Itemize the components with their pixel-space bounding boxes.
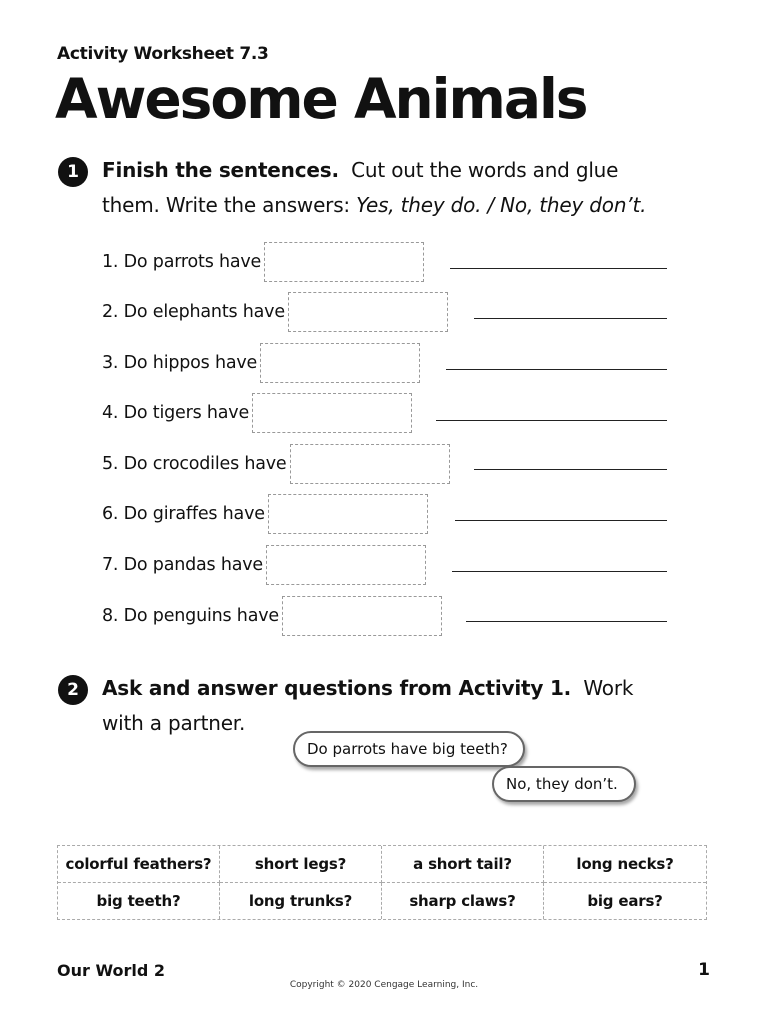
page-number: 1 <box>698 960 710 980</box>
answer-line[interactable] <box>436 420 667 421</box>
page-title: Awesome Animals <box>55 67 587 131</box>
activity-2-heading: Ask and answer questions from Activity 1. <box>102 676 572 700</box>
question-label: 7. Do pandas have <box>102 555 263 575</box>
question-row <box>102 493 428 535</box>
glue-box[interactable] <box>268 494 428 534</box>
question-row <box>102 342 420 384</box>
activity-1-text-b: them. Write the answers: <box>102 193 350 217</box>
word-card[interactable]: long necks? <box>544 846 706 883</box>
glue-box[interactable] <box>266 545 426 585</box>
activity-1-number-badge: 1 <box>58 157 88 187</box>
question-row <box>102 291 448 333</box>
cutout-word-cards <box>57 845 707 920</box>
glue-box[interactable] <box>282 596 442 636</box>
book-title: Our World 2 <box>57 961 166 980</box>
question-label: 2. Do elephants have <box>102 302 285 322</box>
word-card[interactable]: long trunks? <box>220 883 382 920</box>
question-row <box>102 241 424 283</box>
activity-1-heading: Finish the sentences. <box>102 158 339 182</box>
question-label: 6. Do giraffes have <box>102 504 265 524</box>
glue-box[interactable] <box>288 292 448 332</box>
answer-line[interactable] <box>452 571 667 572</box>
question-label: 1. Do parrots have <box>102 252 262 272</box>
word-card[interactable]: colorful feathers? <box>58 846 220 883</box>
activity-1-text-a: Cut out the words and glue <box>351 158 619 182</box>
speech-bubble-answer <box>492 766 636 802</box>
question-label: 3. Do hippos have <box>102 353 258 373</box>
question-row <box>102 595 442 637</box>
question-row <box>102 544 426 586</box>
worksheet-number: Activity Worksheet 7.3 <box>57 44 269 64</box>
copyright-notice: Copyright © 2020 Cengage Learning, Inc. <box>289 980 479 990</box>
question-label: 4. Do tigers have <box>102 403 250 423</box>
word-card[interactable]: big teeth? <box>58 883 220 920</box>
word-card[interactable]: a short tail? <box>382 846 544 883</box>
glue-box[interactable] <box>260 343 420 383</box>
activity-2-number-badge: 2 <box>58 675 88 705</box>
answer-line[interactable] <box>450 268 667 269</box>
glue-box[interactable] <box>290 444 450 484</box>
question-label: 8. Do penguins have <box>102 606 279 626</box>
word-card[interactable]: sharp claws? <box>382 883 544 920</box>
activity-1-answer-choices: Yes, they do. / No, they don’t. <box>356 193 647 217</box>
answer-line[interactable] <box>455 520 667 521</box>
activity-1-instructions <box>102 153 722 223</box>
speech-bubble-question-text: Do parrots have big teeth? <box>307 740 508 758</box>
answer-line[interactable] <box>446 369 667 370</box>
glue-box[interactable] <box>264 242 424 282</box>
speech-bubble-answer-text: No, they don’t. <box>506 775 618 793</box>
word-card[interactable]: short legs? <box>220 846 382 883</box>
activity-2-text-b: with a partner. <box>102 711 246 735</box>
glue-box[interactable] <box>252 393 412 433</box>
question-label: 5. Do crocodiles have <box>102 454 287 474</box>
speech-bubble-question <box>293 731 525 767</box>
answer-line[interactable] <box>474 469 667 470</box>
answer-line[interactable] <box>466 621 667 622</box>
question-row <box>102 443 450 485</box>
question-row <box>102 392 412 434</box>
answer-line[interactable] <box>474 318 667 319</box>
activity-2-text-a: Work <box>583 676 634 700</box>
word-card[interactable]: big ears? <box>587 891 663 910</box>
